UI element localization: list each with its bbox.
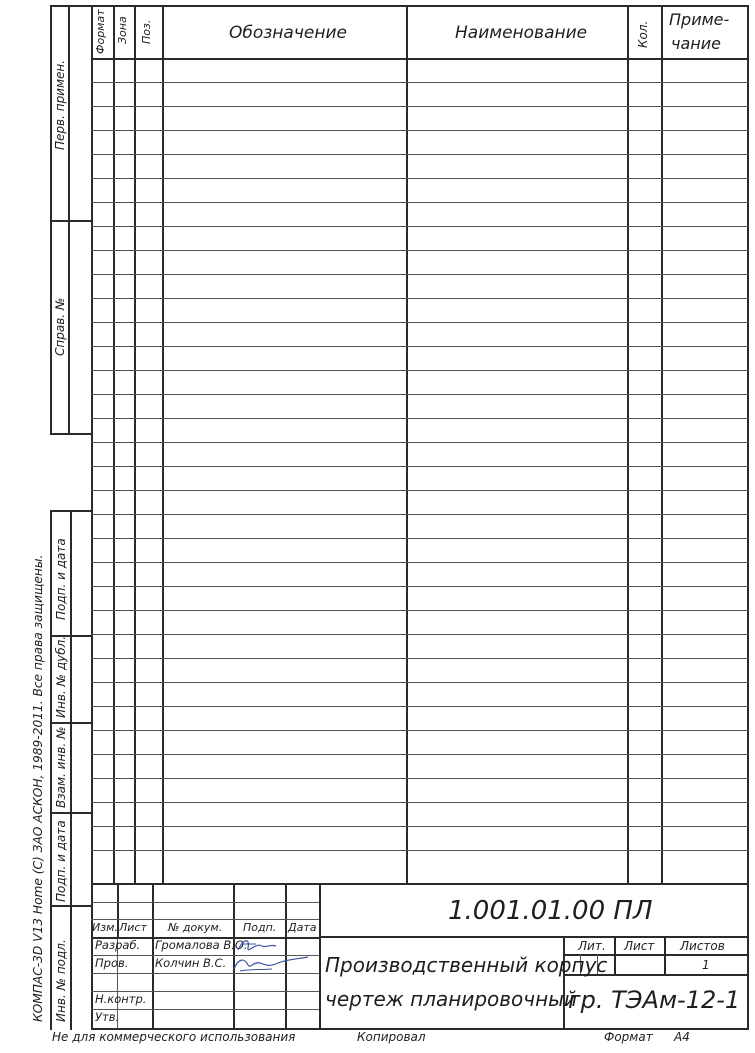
role-developer: Разраб. (95, 938, 141, 952)
col-format-label: Формат (94, 9, 107, 54)
col-name-label: Наименование (455, 23, 588, 43)
sign-date-2-label: Подп. и дата (54, 820, 68, 902)
person-checker: Колчин В.С. (155, 956, 227, 970)
col-note-label-2: чание (671, 34, 721, 53)
signature-checker (230, 953, 310, 975)
sign-date-1-label: Подп. и дата (54, 538, 68, 620)
col-qty-label: Кол. (636, 20, 650, 48)
sheet-label: Лист (624, 939, 655, 953)
reference-no-label: Справ. № (53, 297, 67, 356)
first-use-label: Перв. примен. (53, 59, 67, 150)
role-norm-control: Н.контр. (95, 992, 147, 1006)
copied-label: Копировал (357, 1030, 426, 1044)
drawing-designation: 1.001.01.00 ПЛ (448, 896, 653, 926)
col-date-label: Дата (288, 921, 317, 934)
role-checker: Пров. (95, 956, 129, 970)
lit-label: Лит. (578, 939, 606, 953)
col-sign-label: Подп. (243, 921, 277, 934)
format-label: Формат (604, 1030, 653, 1044)
inv-dubl-label: Инв. № дубл. (54, 635, 68, 718)
col-pos-label: Поз. (140, 19, 153, 44)
col-izm-label: Изм. (92, 921, 118, 934)
sheets-value: 1 (702, 958, 710, 972)
inv-podl-label: Инв. № подл. (54, 939, 68, 1022)
format-value: А4 (674, 1030, 690, 1044)
sheets-label: Листов (680, 939, 725, 953)
group-code: гр. ТЭАм-12-1 (568, 986, 741, 1014)
col-list-label: Лист (119, 921, 147, 934)
col-docno-label: № докум. (168, 921, 223, 934)
col-note-label-1: Приме- (669, 10, 730, 29)
col-designation-label: Обозначение (229, 23, 347, 43)
title-line-2: чертеж планировочный (325, 987, 577, 1011)
copyright-text: КОМПАС-3D V13 Home (С) ЗАО АСКОН, 1989-2011. Все права защищены. (31, 554, 45, 1022)
vzam-inv-label: Взам. инв. № (54, 726, 68, 808)
role-approved: Утв. (95, 1010, 120, 1024)
col-zone-label: Зона (116, 16, 129, 44)
person-developer: Громалова В.О. (155, 938, 248, 952)
non-commercial-note: Не для коммерческого использования (52, 1030, 296, 1044)
title-line-1: Производственный корпус (325, 953, 608, 977)
